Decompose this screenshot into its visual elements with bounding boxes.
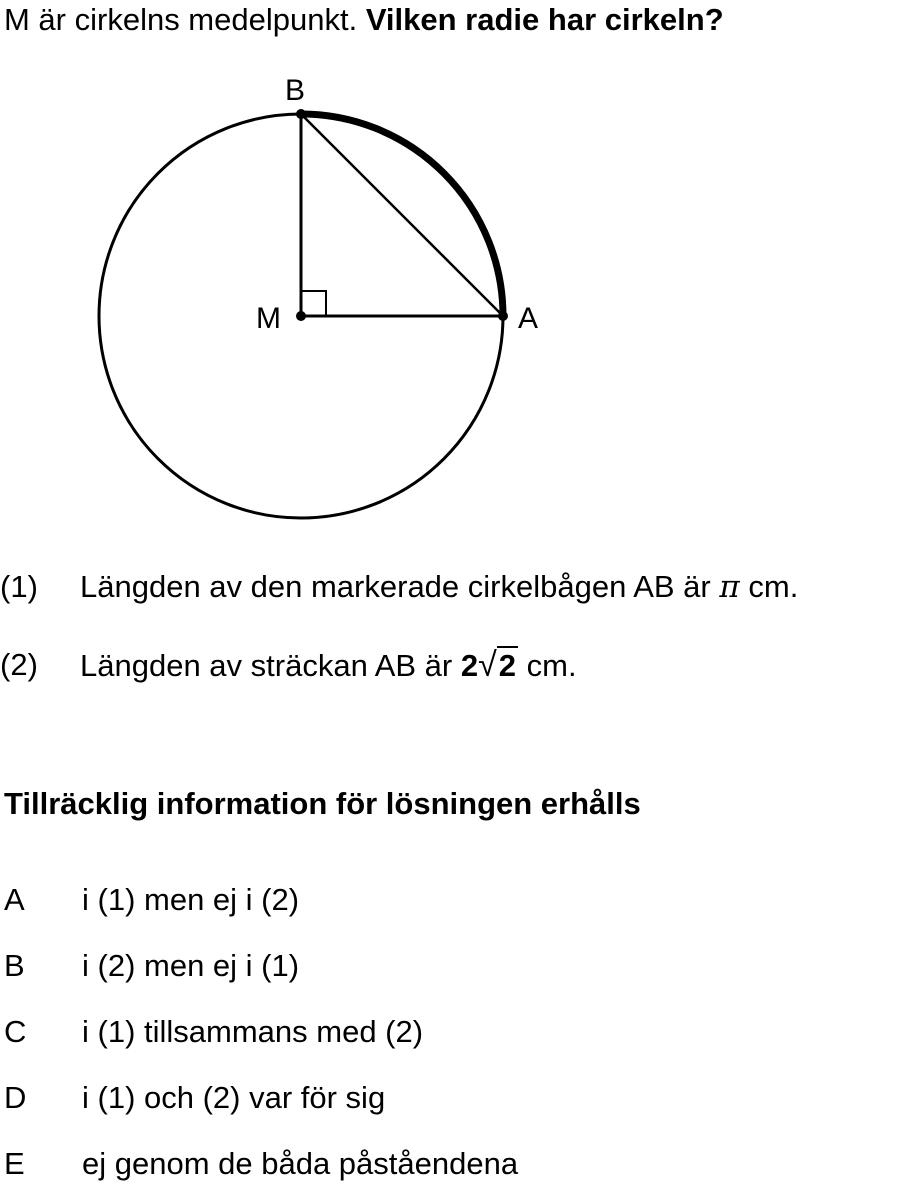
point-b — [296, 109, 306, 119]
option-letter: A — [4, 882, 25, 917]
statement-number: (1) — [0, 569, 38, 604]
option-letter: B — [4, 948, 25, 983]
options-heading: Tillräcklig information för lösningen erhålls — [4, 786, 641, 821]
point-m — [296, 311, 306, 321]
option-letter: D — [4, 1080, 27, 1115]
question-prompt: Vilken radie har cirkeln? — [365, 2, 724, 37]
label-m: M — [256, 302, 281, 335]
statement-text: Längden av den markerade cirkelbågen AB är — [80, 569, 711, 604]
label-a: A — [518, 302, 539, 335]
statement-text: Längden av sträckan AB är — [80, 648, 453, 683]
pi-symbol: π — [719, 569, 740, 605]
option-letter: E — [4, 1146, 25, 1181]
circle-figure — [0, 0, 900, 540]
option-text: i (1) och (2) var för sig — [82, 1080, 386, 1115]
option-letter: C — [4, 1014, 27, 1049]
label-b: B — [285, 74, 306, 107]
point-a — [498, 311, 508, 321]
statement-unit: cm. — [748, 569, 799, 604]
option-text: i (1) men ej i (2) — [82, 882, 300, 917]
statement-unit: cm. — [526, 648, 577, 683]
square-root: √2 — [478, 646, 517, 684]
sqrt-radicand: 2 — [498, 648, 517, 683]
option-text: ej genom de båda påståendena — [82, 1146, 519, 1181]
sqrt-coefficient: 2 — [460, 648, 479, 683]
option-text: i (1) tillsammans med (2) — [82, 1014, 424, 1049]
statement-number: (2) — [0, 647, 38, 682]
option-text: i (2) men ej i (1) — [82, 948, 300, 983]
question-intro: M är cirkelns medelpunkt. — [4, 2, 358, 37]
right-angle-marker — [301, 291, 326, 316]
